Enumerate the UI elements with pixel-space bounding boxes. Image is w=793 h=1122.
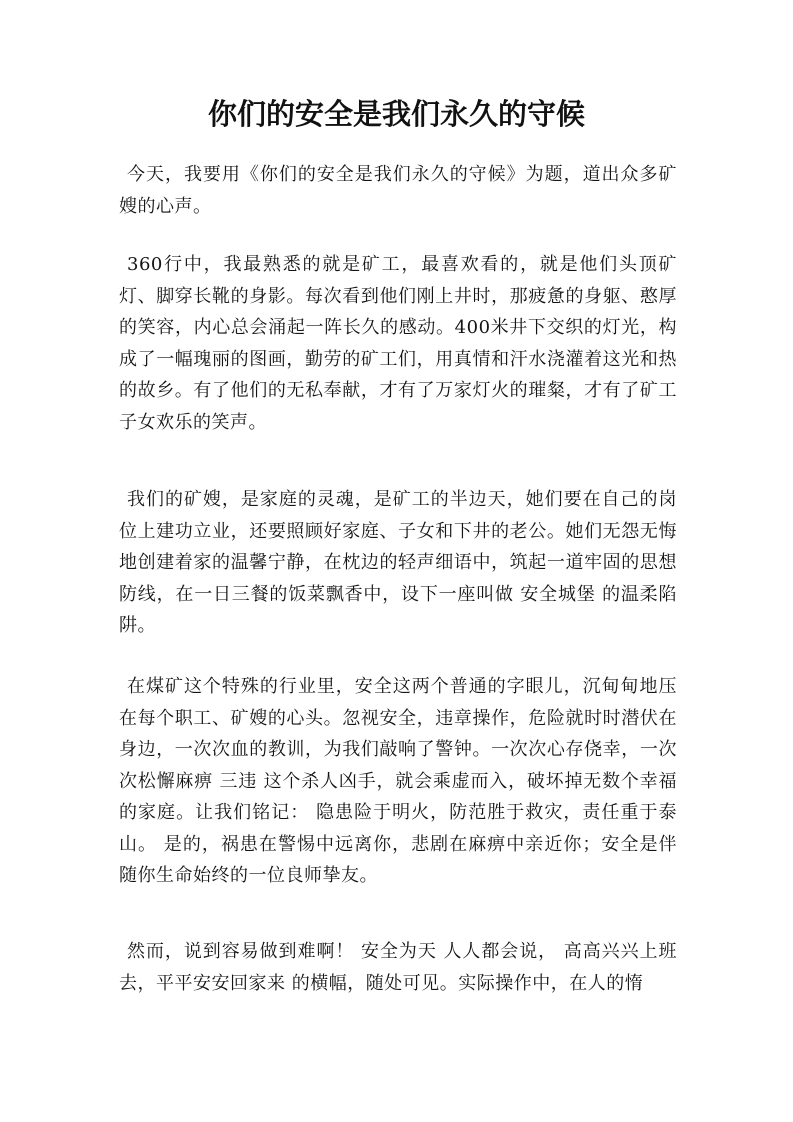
paragraph-miners: 360行中，我最熟悉的就是矿工，最喜欢看的，就是他们头顶矿灯、脚穿长靴的身影。每次看到他们刚上井时，那疲惫的身躯、憨厚的笑容，内心总会涌起一阵长久的感动。400米井下交织的灯光，构成了一幅瑰丽的图画，勤劳的矿工们，用真情和汗水浇灌着这光和热的故乡。有了他们的无私奉献，才有了万家灯火的璀粲，才有了矿工子女欢乐的笑声。 <box>119 254 677 433</box>
document-title: 你们的安全是我们永久的守候 <box>207 97 585 131</box>
paragraph-practice: 然而，说到容易做到难啊！ 安全为天 人人都会说， 高高兴兴上班去，平平安安回家来 的横幅，随处可见。实际操作中，在人的惰 <box>119 941 677 994</box>
paragraph-miners-wives: 我们的矿嫂，是家庭的灵魂，是矿工的半边天，她们要在自己的岗位上建功立业，还要照顾好家庭、子女和下井的老公。她们无怨无悔地创建着家的温馨宁静，在枕边的轻声细语中，筑起一道牢固的思想防线，在一日三餐的饭菜飘香中，设下一座叫做 安全城堡 的温柔陷阱。 <box>119 489 677 636</box>
paragraph-safety: 在煤矿这个特殊的行业里，安全这两个普通的字眼儿，沉甸甸地压在每个职工、矿嫂的心头。忽视安全，违章操作，危险就时时潜伏在身边，一次次血的教训，为我们敲响了警钟。一次次心存侥幸，一次次松懈麻痹 三违 这个杀人凶手，就会乘虚而入，破坏掉无数个幸福的家庭。让我们铭记： 隐患险于明火，防范胜于救灾，责任重于泰山。 是的，祸患在警惕中远离你，悲剧在麻痹中亲近你；安全是伴随你生命始终的一位良师挚友。 <box>119 676 677 886</box>
paragraph-intro: 今天，我要用《你们的安全是我们永久的守候》为题，道出众多矿嫂的心声。 <box>119 164 677 217</box>
